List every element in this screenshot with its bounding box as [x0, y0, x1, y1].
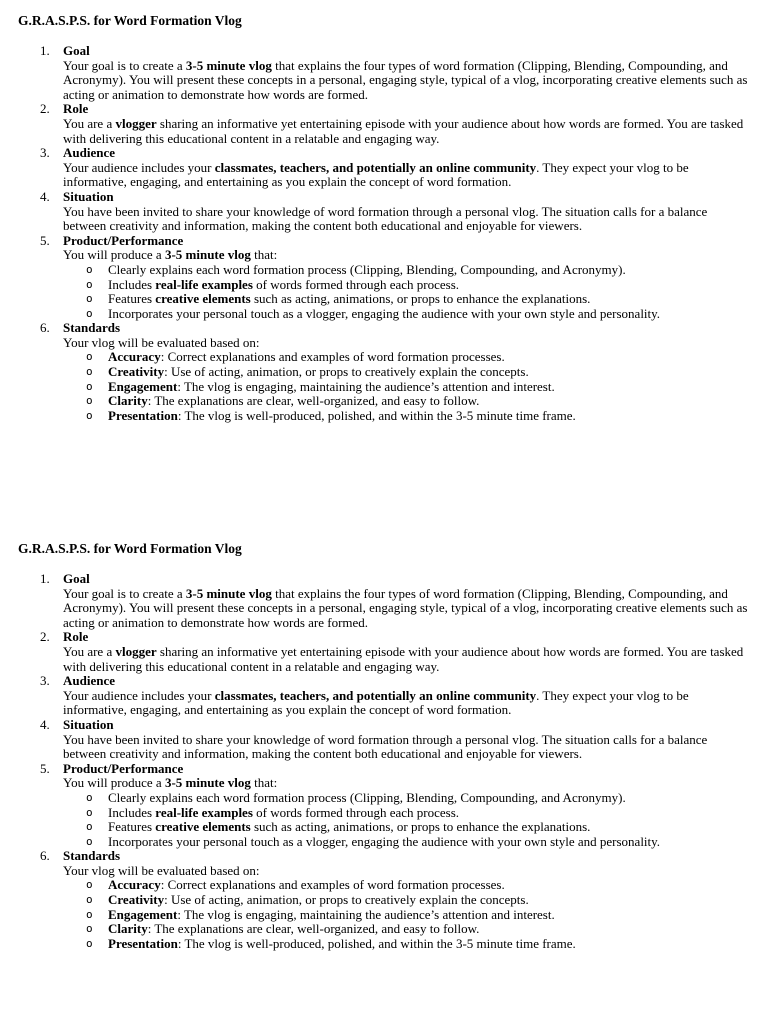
section-text	[63, 689, 753, 718]
bullet-circle-icon: o	[86, 922, 93, 936]
text-run: of words formed through each process.	[252, 804, 460, 820]
bold-text: Engagement	[108, 378, 178, 394]
text-run: : Use of acting, animation, or props to creatively explain the concepts.	[164, 364, 529, 380]
bold-text: 3-5 minute vlog	[164, 775, 251, 791]
bold-text: classmates, teachers, and potentially an online community	[214, 687, 537, 703]
section-number: 3.	[40, 673, 50, 689]
list-item	[86, 364, 748, 380]
list-item	[86, 305, 748, 322]
section-number: 6.	[40, 320, 50, 336]
text-run: that:	[250, 775, 278, 791]
section-text	[63, 733, 753, 762]
section-number: 4.	[40, 716, 50, 732]
text-run: Incorporates your personal touch as a vlogger, engaging the audience with your own style and personality.	[108, 305, 661, 321]
bold-text: Creativity	[108, 892, 165, 908]
section-text	[63, 248, 753, 263]
section-text	[63, 776, 753, 791]
bullet-circle-icon: o	[86, 907, 93, 921]
section-role	[0, 630, 768, 674]
section-number: 5.	[40, 760, 50, 776]
list-item	[86, 921, 748, 937]
text-run: : The explanations are clear, well-organized, and easy to follow.	[147, 393, 480, 409]
text-run: such as acting, animations, or props to enhance the explanations.	[250, 819, 591, 835]
list-item	[86, 261, 748, 278]
bold-text: vlogger	[115, 643, 157, 659]
list-item	[86, 789, 748, 806]
list-item	[86, 804, 748, 821]
list-item	[86, 291, 748, 307]
section-heading: Role	[63, 101, 89, 117]
bold-text: classmates, teachers, and potentially an online community	[214, 159, 537, 175]
document-title: G.R.A.S.P.S. for Word Formation Vlog	[18, 13, 242, 28]
text-run: You are a	[63, 643, 116, 659]
section-heading: Role	[63, 629, 89, 645]
text-run: Your vlog will be evaluated based on:	[63, 334, 260, 350]
text-run: Clearly explains each word formation process (Clipping, Blending, Compounding, and Acronymy).	[108, 261, 626, 277]
section-text	[63, 161, 753, 190]
bold-text: Engagement	[108, 906, 178, 922]
bold-text: Accuracy	[108, 349, 161, 365]
section-text	[63, 587, 753, 631]
bullet-circle-icon: o	[86, 394, 93, 408]
list-item	[86, 819, 748, 835]
section-number: 5.	[40, 232, 50, 248]
section-number: 4.	[40, 188, 50, 204]
list-item	[86, 892, 748, 908]
section-standards	[0, 321, 768, 423]
section-text	[63, 336, 753, 351]
section-heading: Product/Performance	[63, 232, 184, 248]
text-run: You have been invited to share your knowledge of word formation through a personal vlog. The situation calls for a balance between creativity and information, making the content both educational and enjoyable for viewers.	[63, 731, 708, 762]
bullet-circle-icon: o	[86, 277, 93, 291]
text-run: of words formed through each process.	[252, 276, 460, 292]
bullet-circle-icon: o	[86, 805, 93, 819]
section-heading: Goal	[63, 43, 90, 58]
document-title: G.R.A.S.P.S. for Word Formation Vlog	[18, 541, 242, 556]
list-item	[86, 906, 748, 923]
bold-text: creative elements	[155, 291, 251, 307]
text-run: Includes	[108, 276, 156, 292]
section-heading: Standards	[63, 848, 121, 864]
section-number: 6.	[40, 848, 50, 864]
bold-text: Clarity	[108, 393, 148, 409]
sections-list	[0, 44, 768, 423]
text-run: . They expect your vlog to be informative, engaging, and entertaining as you explain the concept of word formation.	[63, 159, 689, 190]
section-number: 3.	[40, 145, 50, 161]
section-heading: Audience	[63, 145, 115, 161]
text-run: : The vlog is well-produced, polished, and within the 3-5 minute time frame.	[177, 935, 576, 951]
text-run: Your audience includes your	[63, 159, 215, 175]
bold-text: 3-5 minute vlog	[164, 247, 251, 263]
list-item	[86, 378, 748, 395]
text-run: : The explanations are clear, well-organized, and easy to follow.	[147, 921, 480, 937]
text-run: Your audience includes your	[63, 687, 215, 703]
text-run: Your goal is to create a	[63, 57, 186, 73]
bullet-circle-icon: o	[86, 350, 93, 364]
bold-text: vlogger	[115, 115, 157, 131]
bold-text: creative elements	[155, 819, 251, 835]
bullet-circle-icon: o	[86, 893, 93, 907]
bold-text: real-life examples	[155, 276, 253, 292]
section-heading: Situation	[63, 716, 114, 732]
text-run: Clearly explains each word formation process (Clipping, Blending, Compounding, and Acronymy).	[108, 789, 626, 805]
text-run: sharing an informative yet entertaining episode with your audience about how words are formed. You are tasked with delivering this educational content in a relatable and engaging way.	[63, 643, 744, 674]
section-audience	[0, 146, 768, 190]
section-product-performance	[0, 762, 768, 850]
text-run: Includes	[108, 804, 156, 820]
list-item	[86, 877, 748, 893]
section-heading: Standards	[63, 320, 121, 336]
section-goal	[0, 44, 768, 102]
bold-text: Clarity	[108, 921, 148, 937]
section-text	[63, 59, 753, 103]
bullet-circle-icon: o	[86, 878, 93, 892]
bullet-circle-icon: o	[86, 820, 93, 834]
section-heading: Situation	[63, 188, 114, 204]
section-goal	[0, 572, 768, 630]
section-number: 2.	[40, 101, 50, 117]
section-audience	[0, 674, 768, 718]
text-run: . They expect your vlog to be informative, engaging, and entertaining as you explain the concept of word formation.	[63, 687, 689, 718]
section-product-performance	[0, 234, 768, 322]
text-run: : The vlog is well-produced, polished, and within the 3-5 minute time frame.	[177, 407, 576, 423]
text-run: : Correct explanations and examples of word formation processes.	[160, 877, 505, 893]
section-text	[63, 117, 753, 146]
text-run: that:	[250, 247, 278, 263]
text-run: You will produce a	[63, 247, 165, 263]
bullet-circle-icon: o	[86, 408, 93, 422]
text-run: : The vlog is engaging, maintaining the audience’s attention and interest.	[177, 378, 555, 394]
bold-text: Presentation	[108, 407, 178, 423]
section-role	[0, 102, 768, 146]
text-run: : Correct explanations and examples of word formation processes.	[160, 349, 505, 365]
bold-text: 3-5 minute vlog	[185, 585, 272, 601]
text-run: such as acting, animations, or props to enhance the explanations.	[250, 291, 591, 307]
text-run: You will produce a	[63, 775, 165, 791]
section-text	[63, 645, 753, 674]
bullet-circle-icon: o	[86, 306, 93, 320]
list-item	[86, 935, 748, 952]
section-number: 1.	[40, 43, 50, 58]
sections-list	[0, 572, 768, 951]
section-text	[63, 205, 753, 234]
list-item	[86, 407, 748, 424]
text-run: that explains the four types of word formation (Clipping, Blending, Compounding, and Acronymy). You will present these concepts in a personal, engaging style, typical of a vlog, incorporating creative elements such as acting or animation to demonstrate how words are formed.	[63, 585, 748, 630]
bold-text: Accuracy	[108, 877, 161, 893]
bullet-list	[0, 791, 768, 849]
bullet-circle-icon: o	[86, 834, 93, 848]
bold-text: 3-5 minute vlog	[185, 57, 272, 73]
text-run: Your goal is to create a	[63, 585, 186, 601]
bullet-list	[0, 878, 768, 951]
text-run: : Use of acting, animation, or props to creatively explain the concepts.	[164, 892, 529, 908]
list-item	[86, 276, 748, 293]
bullet-circle-icon: o	[86, 379, 93, 393]
text-run: You are a	[63, 115, 116, 131]
section-heading: Product/Performance	[63, 760, 184, 776]
bold-text: real-life examples	[155, 804, 253, 820]
section-heading: Goal	[63, 571, 90, 586]
bullet-circle-icon: o	[86, 365, 93, 379]
bullet-circle-icon: o	[86, 936, 93, 950]
text-run: : The vlog is engaging, maintaining the audience’s attention and interest.	[177, 906, 555, 922]
section-text	[63, 864, 753, 879]
section-number: 2.	[40, 629, 50, 645]
text-run: Features	[108, 291, 156, 307]
text-run: sharing an informative yet entertaining episode with your audience about how words are formed. You are tasked with delivering this educational content in a relatable and engaging way.	[63, 115, 744, 146]
section-standards	[0, 849, 768, 951]
bullet-list	[0, 263, 768, 321]
bold-text: Creativity	[108, 364, 165, 380]
list-item	[86, 349, 748, 365]
section-number: 1.	[40, 571, 50, 586]
bullet-circle-icon: o	[86, 262, 93, 276]
list-item	[86, 393, 748, 409]
bullet-circle-icon: o	[86, 790, 93, 804]
text-run: Incorporates your personal touch as a vlogger, engaging the audience with your own style and personality.	[108, 833, 661, 849]
bullet-circle-icon: o	[86, 292, 93, 306]
section-heading: Audience	[63, 673, 115, 689]
bold-text: Presentation	[108, 935, 178, 951]
text-run: You have been invited to share your knowledge of word formation through a personal vlog. The situation calls for a balance between creativity and information, making the content both educational and enjoyable for viewers.	[63, 203, 708, 234]
text-run: Features	[108, 819, 156, 835]
section-situation	[0, 190, 768, 234]
bullet-list	[0, 350, 768, 423]
text-run: Your vlog will be evaluated based on:	[63, 862, 260, 878]
section-situation	[0, 718, 768, 762]
text-run: that explains the four types of word formation (Clipping, Blending, Compounding, and Acronymy). You will present these concepts in a personal, engaging style, typical of a vlog, incorporating creative elements such as acting or animation to demonstrate how words are formed.	[63, 57, 748, 102]
list-item	[86, 833, 748, 850]
